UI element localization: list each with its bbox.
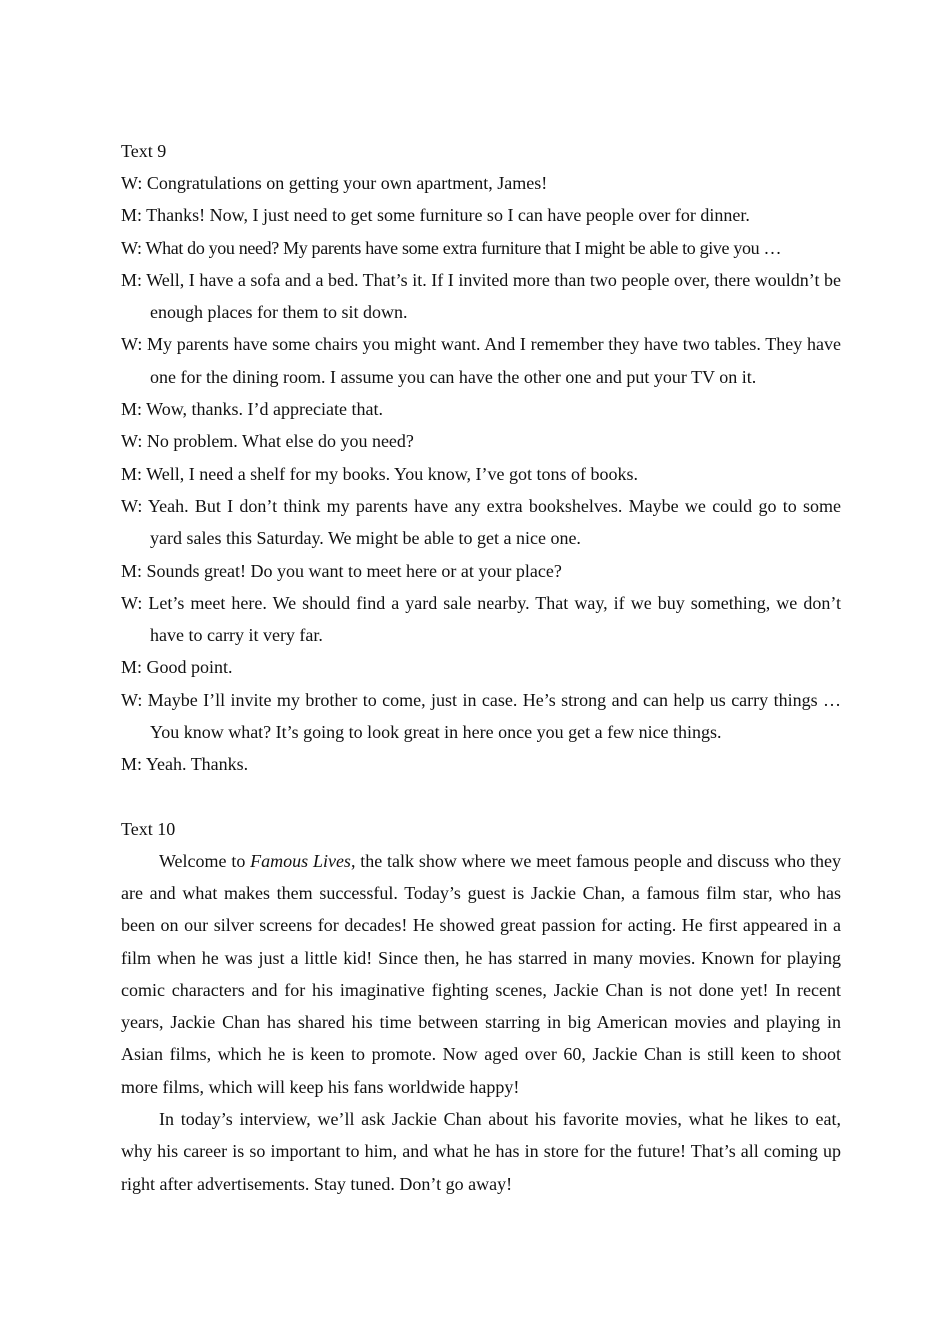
show-title: Famous Lives	[250, 850, 351, 871]
text10-paragraph-2: In today’s interview, we’ll ask Jackie Chan about his favorite movies, what he likes to eat, why his career is so important to him, and what he has in store for the future! That’s all coming up right after advertisements. Stay tuned. Don’t go away!	[121, 1109, 841, 1194]
dialog-line-7: W: No problem. What else do you need?	[121, 431, 414, 452]
dialog-line-2: M: Thanks! Now, I just need to get some furniture so I can have people over for dinner.	[121, 205, 750, 226]
section-gap	[121, 781, 841, 813]
dialog-line-5: W: My parents have some chairs you might want. And I remember they have two tables. They have one for the dining room. I assume you can have the other one and put your TV on it.	[121, 334, 841, 387]
dialog-line-14: M: Yeah. Thanks.	[121, 754, 249, 775]
p1-rest: , the talk show where we meet famous people and discuss who they are and what makes them successful. Today’s guest is Jackie Chan, a famous film star, who has been on our silver screens for decades! He showed great passion for acting. He first appeared in a film when he was just a little kid! Since then, he has starred in many movies. Known for playing comic characters and for his imaginative fighting scenes, Jackie Chan is not done yet! In recent years, Jackie Chan has shared his time between starring in big American movies and playing in Asian films, which he is keen to promote. Now aged over 60, Jackie Chan is still keen to shoot more films, which will keep his fans worldwide happy!	[121, 850, 841, 1097]
dialog-line-13: W: Maybe I’ll invite my brother to come, just in case. He’s strong and can help us carry things … You know what? It’s going to look great in here once you get a few nice things.	[121, 689, 841, 743]
dialog-line-1: W: Congratulations on getting your own apartment, James!	[121, 173, 548, 193]
dialog-line-12: M: Good point.	[121, 657, 233, 678]
dialog-line-9: W: Yeah. But I don’t think my parents have any extra bookshelves. Maybe we could go to some yard sales this Saturday. We might be able to get a nice one.	[121, 495, 841, 549]
dialog-line-8: M: Well, I need a shelf for my books. You know, I’ve got tons of books.	[121, 463, 639, 484]
dialog-line-10: M: Sounds great! Do you want to meet here or at your place?	[121, 560, 562, 581]
dialog-line-3: W: What do you need? My parents have some extra furniture that I might be able to give you …	[121, 237, 782, 258]
dialog-line-4: M: Well, I have a sofa and a bed. That’s it. If I invited more than two people over, there wouldn’t be enough places for them to sit down.	[121, 269, 841, 323]
text9-heading: Text 9	[121, 141, 167, 161]
document-page	[121, 135, 841, 1200]
text10-paragraph-1	[121, 845, 841, 1103]
p1-start: Welcome to	[159, 850, 251, 871]
dialog-line-6: M: Wow, thanks. I’d appreciate that.	[121, 399, 383, 420]
text10-heading: Text 10	[121, 818, 176, 839]
dialog-line-11: W: Let’s meet here. We should find a yard sale nearby. That way, if we buy something, we don’t have to carry it very far.	[121, 592, 841, 646]
